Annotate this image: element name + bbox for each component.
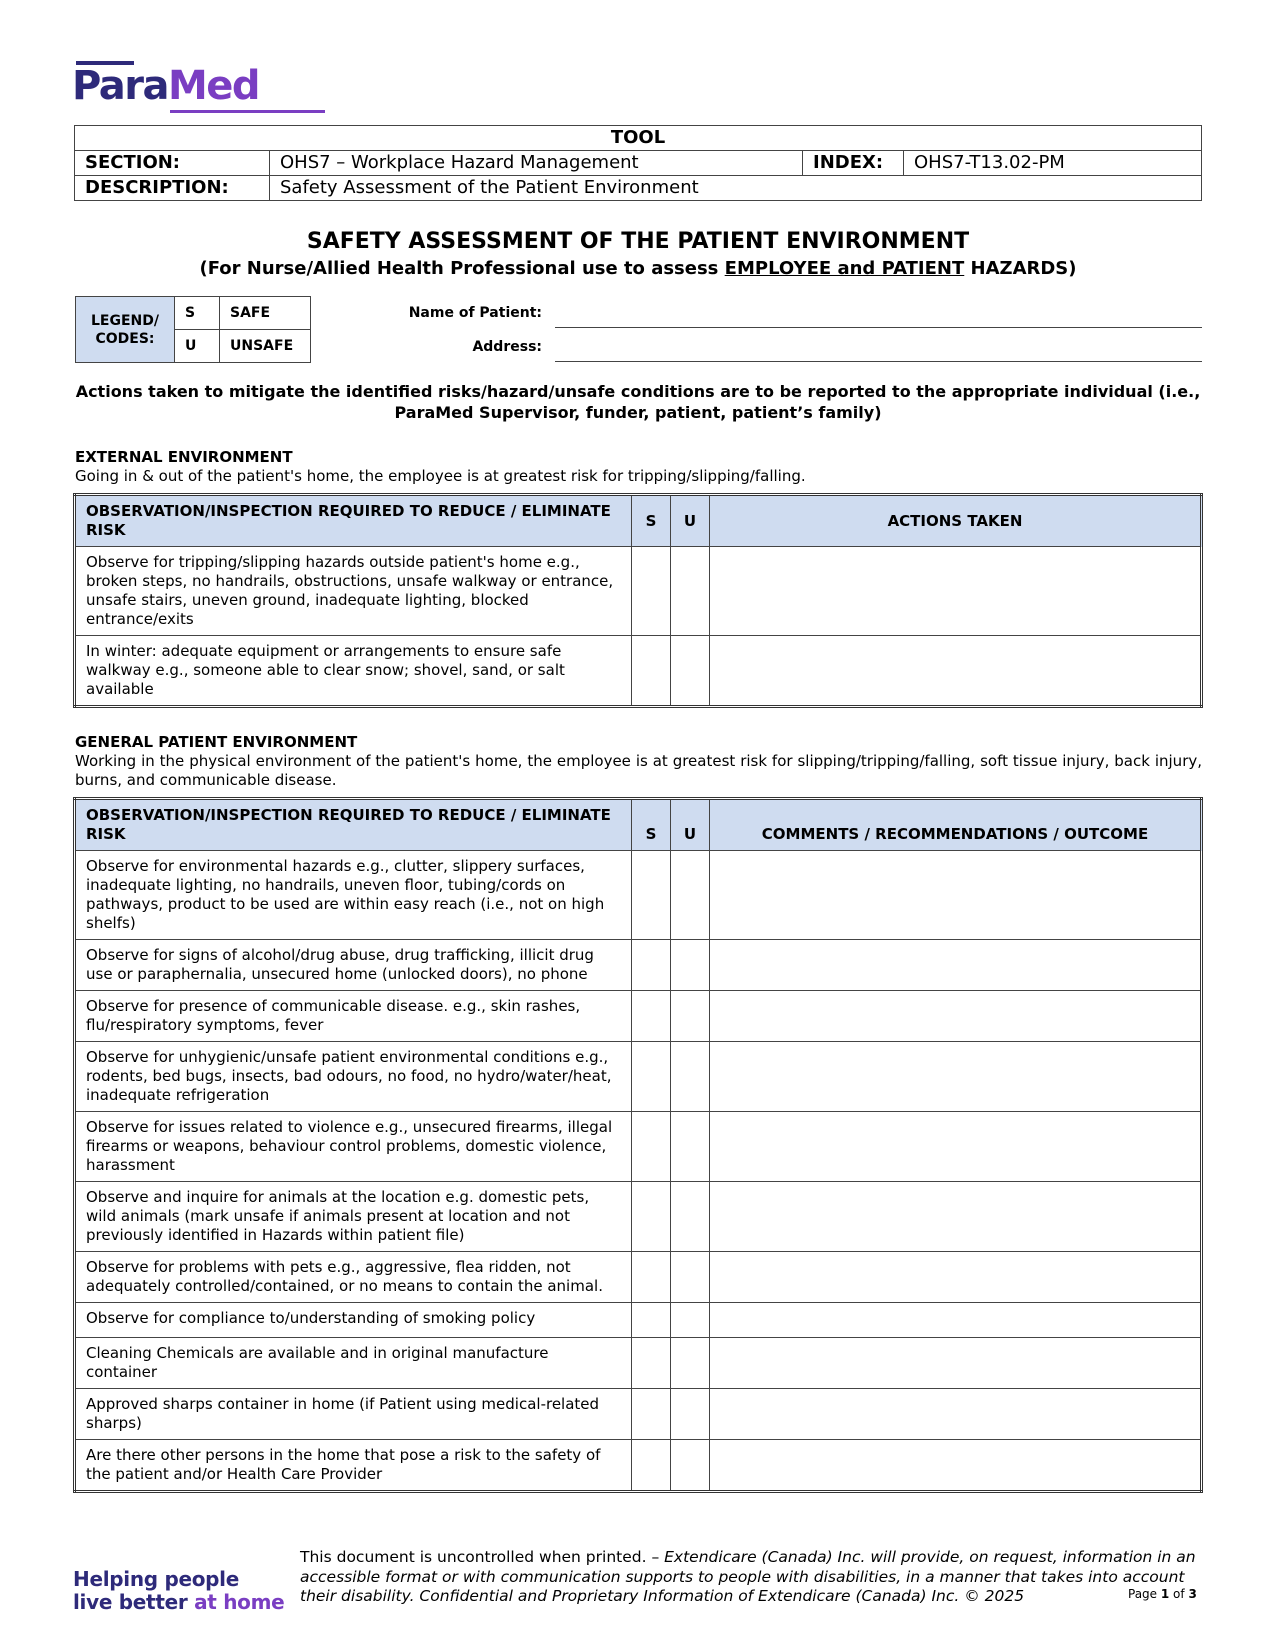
unsafe-checkbox-cell[interactable] xyxy=(671,940,710,991)
section-value: OHS7 – Workplace Hazard Management xyxy=(270,151,803,176)
unsafe-checkbox-cell[interactable] xyxy=(671,1389,710,1440)
unsafe-checkbox-cell[interactable] xyxy=(671,1042,710,1112)
comments-cell[interactable] xyxy=(710,1182,1202,1252)
mitigation-notice: Actions taken to mitigate the identified risks/hazard/unsafe conditions are to be reported to the appropriate individual (i.e., ParaMed Supervisor, funder, patient, patient’s family) xyxy=(75,382,1201,422)
safe-checkbox-cell[interactable] xyxy=(632,1042,671,1112)
tool-label: TOOL xyxy=(75,126,1202,151)
observation-text: Observe for presence of communicable disease. e.g., skin rashes, flu/respiratory symptoms, fever xyxy=(75,991,632,1042)
observation-text: Observe for compliance to/understanding of smoking policy xyxy=(75,1303,632,1338)
unsafe-checkbox-cell[interactable] xyxy=(671,851,710,940)
legend-codes-table xyxy=(75,296,311,363)
general-environment-heading: GENERAL PATIENT ENVIRONMENT xyxy=(75,733,358,751)
unsafe-checkbox-cell[interactable] xyxy=(671,1182,710,1252)
unsafe-checkbox-cell[interactable] xyxy=(671,1338,710,1389)
unsafe-checkbox-cell[interactable] xyxy=(671,547,710,636)
observation-text: Observe for unhygienic/unsafe patient environmental conditions e.g., rodents, bed bugs, insects, bad odours, no food, no hydro/water/heat, inadequate refrigeration xyxy=(75,1042,632,1112)
external-u-header: U xyxy=(671,495,710,547)
table-row xyxy=(75,940,1202,991)
safe-checkbox-cell[interactable] xyxy=(632,1303,671,1338)
observation-text: Observe for tripping/slipping hazards outside patient's home e.g., broken steps, no handrails, obstructions, unsafe walkway or entrance, unsafe stairs, uneven ground, inadequate lighting, blocked entrance/exits xyxy=(75,547,632,636)
table-row xyxy=(75,1389,1202,1440)
observation-text: Are there other persons in the home that pose a risk to the safety of the patient and/or Health Care Provider xyxy=(75,1440,632,1492)
general-u-header: U xyxy=(671,799,710,851)
actions-taken-cell[interactable] xyxy=(710,636,1202,707)
table-row xyxy=(75,1303,1202,1338)
unsafe-checkbox-cell[interactable] xyxy=(671,636,710,707)
safe-checkbox-cell[interactable] xyxy=(632,1389,671,1440)
description-value: Safety Assessment of the Patient Environment xyxy=(270,176,1202,201)
page-subtitle: (For Nurse/Allied Health Professional use to assess EMPLOYEE and PATIENT HAZARDS) xyxy=(199,258,1077,279)
patient-name-label: Name of Patient: xyxy=(408,305,542,321)
comments-cell[interactable] xyxy=(710,851,1202,940)
observation-text: Observe for problems with pets e.g., aggressive, flea ridden, not adequately controlled/contained, or no means to contain the animal. xyxy=(75,1252,632,1303)
table-row xyxy=(75,851,1202,940)
legend-label: LEGEND/ CODES: xyxy=(76,297,175,363)
comments-cell[interactable] xyxy=(710,940,1202,991)
legend-value-unsafe: UNSAFE xyxy=(220,330,311,363)
comments-cell[interactable] xyxy=(710,1252,1202,1303)
table-row xyxy=(75,1440,1202,1492)
safe-checkbox-cell[interactable] xyxy=(632,851,671,940)
safe-checkbox-cell[interactable] xyxy=(632,940,671,991)
unsafe-checkbox-cell[interactable] xyxy=(671,1440,710,1492)
safe-checkbox-cell[interactable] xyxy=(632,636,671,707)
comments-cell[interactable] xyxy=(710,1042,1202,1112)
table-row xyxy=(75,547,1202,636)
observation-text: Approved sharps container in home (if Patient using medical-related sharps) xyxy=(75,1389,632,1440)
unsafe-checkbox-cell[interactable] xyxy=(671,1303,710,1338)
legend-value-safe: SAFE xyxy=(220,297,311,330)
table-row xyxy=(75,1252,1202,1303)
legend-code-unsafe: U xyxy=(175,330,220,363)
paramed-logo xyxy=(72,54,260,114)
safe-checkbox-cell[interactable] xyxy=(632,547,671,636)
legend-code-safe: S xyxy=(175,297,220,330)
actions-taken-cell[interactable] xyxy=(710,547,1202,636)
external-actions-header: ACTIONS TAKEN xyxy=(710,495,1202,547)
external-environment-table xyxy=(73,493,1203,708)
external-obs-header: OBSERVATION/INSPECTION REQUIRED TO REDUCE / ELIMINATE RISK xyxy=(75,495,632,547)
description-label: DESCRIPTION: xyxy=(75,176,270,201)
logo-underline xyxy=(170,110,325,113)
external-s-header: S xyxy=(632,495,671,547)
section-label: SECTION: xyxy=(75,151,270,176)
page-title: SAFETY ASSESSMENT OF THE PATIENT ENVIRONMENT xyxy=(306,229,970,254)
index-value: OHS7-T13.02-PM xyxy=(904,151,1202,176)
logo-wordmark: ParaMed xyxy=(72,63,260,109)
safe-checkbox-cell[interactable] xyxy=(632,1112,671,1182)
table-row xyxy=(75,636,1202,707)
footer-tagline: Helping people live better at home xyxy=(73,1567,285,1614)
comments-cell[interactable] xyxy=(710,991,1202,1042)
observation-text: Cleaning Chemicals are available and in original manufacture container xyxy=(75,1338,632,1389)
table-row xyxy=(75,991,1202,1042)
general-environment-description: Working in the physical environment of the patient's home, the employee is at greatest risk for slipping/tripping/falling, soft tissue injury, back injury, burns, and communicable disease. xyxy=(75,752,1202,789)
index-label: INDEX: xyxy=(803,151,904,176)
table-row xyxy=(75,1182,1202,1252)
observation-text: Observe and inquire for animals at the location e.g. domestic pets, wild animals (mark unsafe if animals present at location and not previously identified in Hazards within patient file) xyxy=(75,1182,632,1252)
patient-name-field[interactable] xyxy=(555,327,1202,328)
external-environment-heading: EXTERNAL ENVIRONMENT xyxy=(75,448,293,466)
observation-text: In winter: adequate equipment or arrangements to ensure safe walkway e.g., someone able to clear snow; shovel, sand, or salt available xyxy=(75,636,632,707)
comments-cell[interactable] xyxy=(710,1389,1202,1440)
observation-text: Observe for signs of alcohol/drug abuse, drug trafficking, illicit drug use or paraphernalia, unsecured home (unlocked doors), no phone xyxy=(75,940,632,991)
safe-checkbox-cell[interactable] xyxy=(632,1182,671,1252)
observation-text: Observe for environmental hazards e.g., clutter, slippery surfaces, inadequate lighting, no handrails, uneven floor, tubing/cords on pathways, product to be used are within easy reach (i.e., not on high shelfs) xyxy=(75,851,632,940)
comments-cell[interactable] xyxy=(710,1440,1202,1492)
table-row xyxy=(75,1112,1202,1182)
general-comments-header: COMMENTS / RECOMMENDATIONS / OUTCOME xyxy=(710,799,1202,851)
address-field[interactable] xyxy=(555,361,1202,362)
safe-checkbox-cell[interactable] xyxy=(632,1252,671,1303)
unsafe-checkbox-cell[interactable] xyxy=(671,991,710,1042)
comments-cell[interactable] xyxy=(710,1303,1202,1338)
general-s-header: S xyxy=(632,799,671,851)
general-obs-header: OBSERVATION/INSPECTION REQUIRED TO REDUCE / ELIMINATE RISK xyxy=(75,799,632,851)
unsafe-checkbox-cell[interactable] xyxy=(671,1252,710,1303)
safe-checkbox-cell[interactable] xyxy=(632,1440,671,1492)
document-header-table xyxy=(74,125,1202,201)
unsafe-checkbox-cell[interactable] xyxy=(671,1112,710,1182)
table-row xyxy=(75,1338,1202,1389)
address-label: Address: xyxy=(472,339,542,355)
table-row xyxy=(75,1042,1202,1112)
observation-text: Observe for issues related to violence e.g., unsecured firearms, illegal firearms or weapons, behaviour control problems, domestic violence, harassment xyxy=(75,1112,632,1182)
general-environment-table xyxy=(73,797,1203,1493)
footer-disclaimer: This document is uncontrolled when printed. – Extendicare (Canada) Inc. will provide, on request, information in an accessible format or with communication supports to people with disabilities, in a manner that takes into account their disability. Confidential and Proprietary Information of Extendicare (Canada) Inc. © 2025 xyxy=(300,1548,1196,1605)
external-environment-description: Going in & out of the patient's home, the employee is at greatest risk for tripping/slipping/falling. xyxy=(75,467,806,485)
comments-cell[interactable] xyxy=(710,1338,1202,1389)
safe-checkbox-cell[interactable] xyxy=(632,1338,671,1389)
page-number: Page 1 of 3 xyxy=(1128,1587,1197,1601)
comments-cell[interactable] xyxy=(710,1112,1202,1182)
safe-checkbox-cell[interactable] xyxy=(632,991,671,1042)
